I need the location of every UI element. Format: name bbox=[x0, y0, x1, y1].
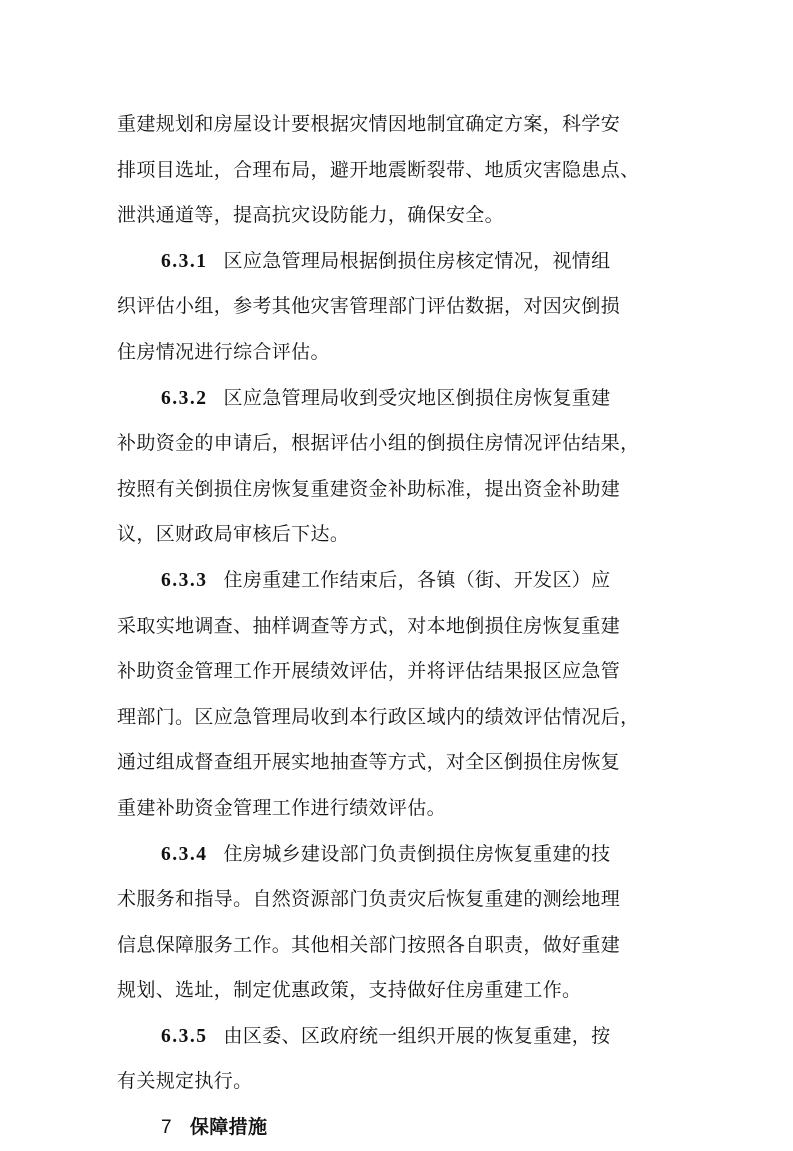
paragraph-line: 有关规定执行。 bbox=[117, 1070, 253, 1093]
paragraph-line: 信息保障服务工作。其他相关部门按照各自职责，做好重建 bbox=[117, 933, 621, 956]
clause-6-3-4-first-line bbox=[117, 832, 677, 878]
clause-number: 6.3.2 bbox=[161, 387, 208, 409]
paragraph-line: 按照有关倒损住房恢复重建资金补助标准，提出资金补助建 bbox=[117, 477, 621, 500]
document-body bbox=[117, 102, 677, 1151]
heading-title: 保障措施 bbox=[189, 1116, 268, 1139]
clause-6-3-5-first-line bbox=[117, 1014, 677, 1060]
paragraph-line: 术服务和指导。自然资源部门负责灾后恢复重建的测绘地理 bbox=[117, 888, 621, 911]
clause-number: 6.3.3 bbox=[161, 569, 208, 591]
paragraph-line: 补助资金管理工作开展绩效评估，并将评估结果报区应急管 bbox=[117, 660, 621, 683]
paragraph-line: 补助资金的申请后，根据评估小组的倒损住房情况评估结果， bbox=[117, 432, 640, 455]
section-heading-7 bbox=[117, 1105, 677, 1151]
paragraph-line: 织评估小组，参考其他灾害管理部门评估数据，对因灾倒损 bbox=[117, 295, 621, 318]
clause-number: 6.3.4 bbox=[161, 843, 208, 865]
paragraph-line: 理部门。区应急管理局收到本行政区域内的绩效评估情况后， bbox=[117, 705, 640, 728]
clause-6-3-1-first-line bbox=[117, 239, 677, 285]
paragraph-line: 规划、选址，制定优惠政策，支持做好住房重建工作。 bbox=[117, 979, 582, 1002]
paragraph-line: 重建补助资金管理工作进行绩效评估。 bbox=[117, 796, 446, 819]
clause-6-3-2-first-line bbox=[117, 376, 677, 422]
paragraph-line: 采取实地调查、抽样调查等方式，对本地倒损住房恢复重建 bbox=[117, 614, 621, 637]
paragraph-line: 重建规划和房屋设计要根据灾情因地制宜确定方案，科学安 bbox=[117, 113, 621, 135]
paragraph-line: 排项目选址，合理布局，避开地震断裂带、地质灾害隐患点、 bbox=[117, 158, 640, 181]
paragraph-line: 通过组成督查组开展实地抽查等方式，对全区倒损住房恢复 bbox=[117, 751, 621, 774]
clause-text: 由区委、区政府统一组织开展的恢复重建，按 bbox=[223, 1024, 611, 1047]
clause-number: 6.3.1 bbox=[161, 250, 208, 272]
paragraph-line: 议，区财政局审核后下达。 bbox=[117, 523, 350, 546]
clause-text: 住房城乡建设部门负责倒损住房恢复重建的技 bbox=[223, 842, 611, 865]
paragraph-line: 住房情况进行综合评估。 bbox=[117, 340, 330, 363]
heading-number: 7 bbox=[161, 1117, 172, 1139]
clause-text: 区应急管理局收到受灾地区倒损住房恢复重建 bbox=[223, 386, 611, 409]
clause-text: 区应急管理局根据倒损住房核定情况，视情组 bbox=[223, 249, 611, 272]
clause-text: 住房重建工作结束后，各镇（街、开发区）应 bbox=[223, 568, 611, 591]
paragraph-line: 泄洪通道等，提高抗灾设防能力，确保安全。 bbox=[117, 204, 505, 227]
clause-number: 6.3.5 bbox=[161, 1025, 208, 1047]
clause-6-3-3-first-line bbox=[117, 558, 677, 604]
